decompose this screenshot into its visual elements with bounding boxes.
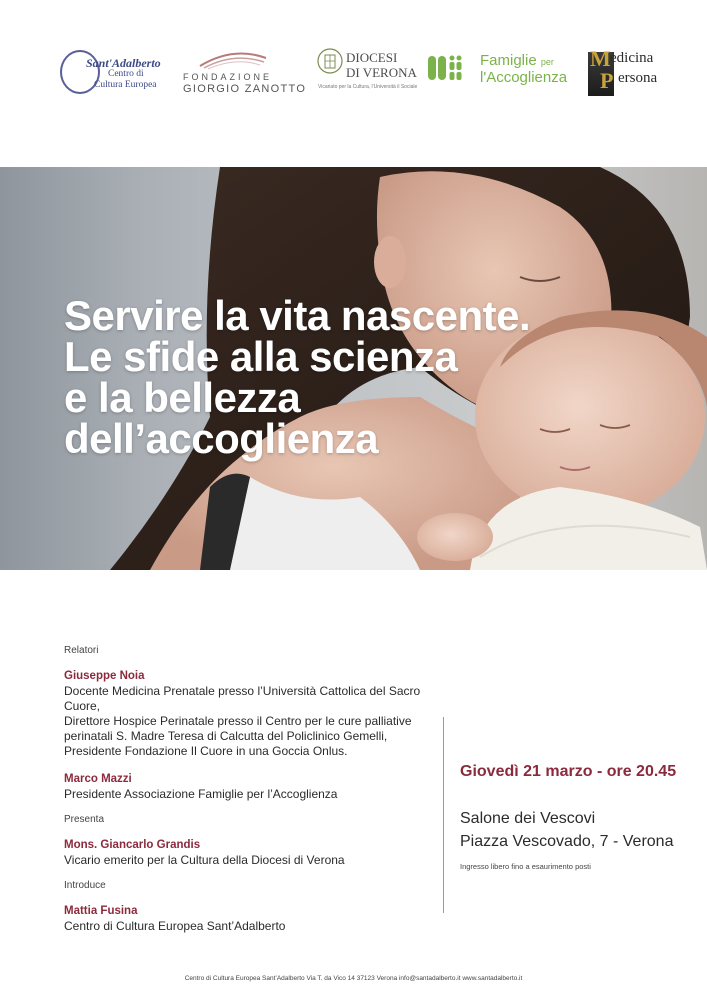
partner-logos: [0, 40, 707, 110]
speaker-name: Marco Mazzi: [64, 773, 132, 785]
persona-p-icon: P: [600, 68, 614, 93]
relatori-label: Relatori: [64, 645, 99, 656]
diocesi-logo-line1: DIOCESI: [346, 50, 398, 65]
zanotto-logo-line1: FONDAZIONE: [183, 72, 273, 82]
presenter-name: Mons. Giancarlo Grandis: [64, 839, 201, 851]
speakers-section: [64, 643, 444, 934]
famiglie-logo-line1: Famiglie per: [480, 52, 554, 69]
santadalberto-logo-name: Sant'Adalberto: [86, 56, 161, 70]
famiglie-logo-line2: l'Accoglienza: [480, 69, 568, 86]
presenta-label: Presenta: [64, 814, 105, 825]
santadalberto-logo-subtitle: Centro di Cultura Europea: [94, 69, 157, 90]
diocesi-logo: [316, 46, 416, 98]
speaker-name: Giuseppe Noia: [64, 670, 145, 682]
hero-banner: [0, 167, 707, 570]
zanotto-logo-line2: GIORGIO ZANOTTO: [183, 83, 307, 95]
vertical-divider: [443, 717, 444, 913]
diocesi-crest-icon: [316, 46, 344, 78]
introducer-description: Centro di Cultura Europea Sant’Adalberto: [64, 919, 286, 933]
famiglie-people-icon: [428, 52, 466, 82]
footer-contact: Centro di Cultura Europea Sant’Adalberto Via T. da Vico 14 37123 Verona info@santadalberto.it www.santadalberto.it: [184, 975, 523, 982]
zanotto-swoosh-icon: [198, 50, 268, 70]
event-details: [460, 763, 700, 871]
event-title: Servire la vita nascente. Le sfide alla scienza e la bellezza dell’accoglienza: [64, 292, 531, 462]
zanotto-logo: [183, 50, 307, 96]
event-date: Giovedì 21 marzo - ore 20.45: [460, 763, 677, 780]
medicina-logo-line1: edicina: [610, 50, 654, 66]
santadalberto-logo: [60, 48, 170, 96]
medicina-persona-logo: [588, 46, 668, 102]
event-venue: Salone dei Vescovi Piazza Vescovado, 7 - Verona: [460, 810, 674, 850]
speaker-description: Presidente Associazione Famiglie per l’Accoglienza: [64, 787, 338, 801]
admission-note: Ingresso libero fino a esaurimento posti: [460, 862, 591, 871]
diocesi-logo-line3: Vicariato per la Cultura, l'Università il Sociale: [318, 84, 418, 90]
introducer-name: Mattia Fusina: [64, 905, 138, 917]
famiglie-logo: [428, 48, 578, 92]
introduce-label: Introduce: [64, 880, 106, 891]
presenter-description: Vicario emerito per la Cultura della Diocesi di Verona: [64, 853, 345, 867]
medicina-m-icon: M: [590, 46, 611, 71]
medicina-logo-line2: ersona: [618, 70, 658, 86]
speaker-description: Docente Medicina Prenatale presso l’Università Cattolica del Sacro Cuore, Direttore Hospice Perinatale presso il Centro per le cure palliative perinatali S. Madre Teresa di Calcutta del Policlinico Gemelli, Presidente Fondazione Il Cuore in una Goccia Onlus.: [64, 684, 421, 758]
diocesi-logo-line2: DI VERONA: [346, 65, 417, 80]
